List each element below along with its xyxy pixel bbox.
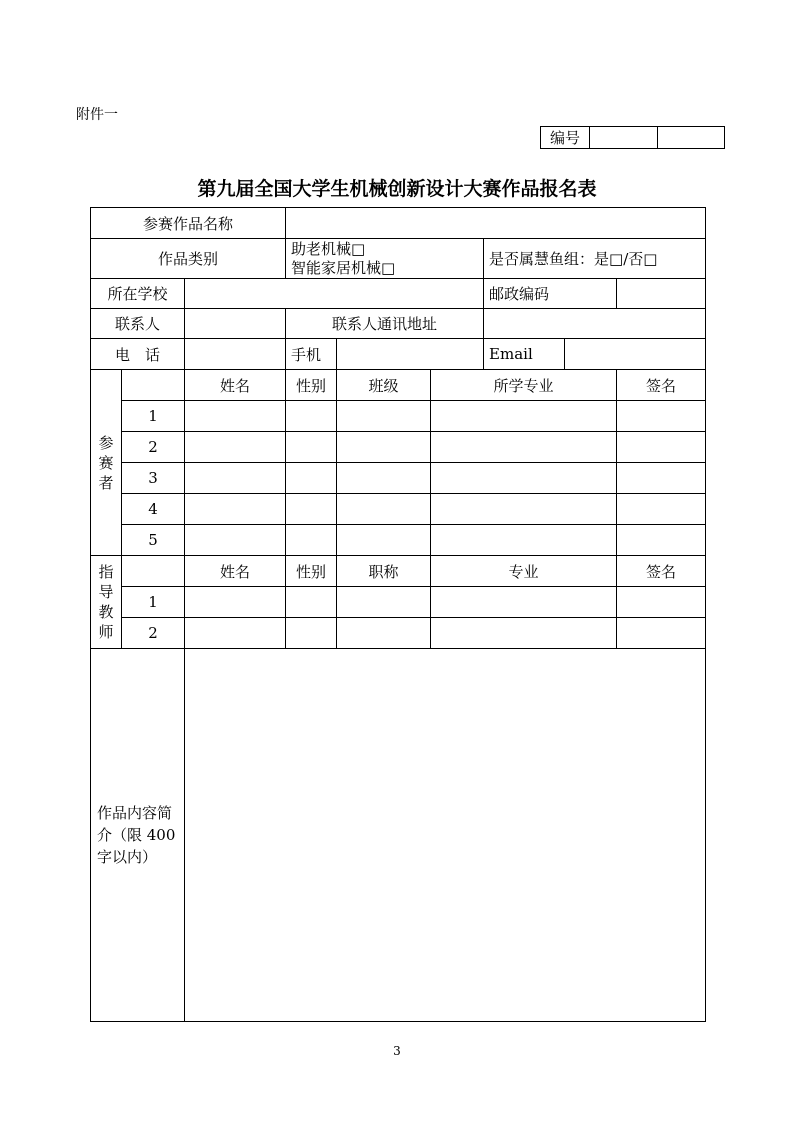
table-row <box>91 432 706 463</box>
participant-class-field[interactable] <box>337 494 431 525</box>
table-row <box>91 494 706 525</box>
contact-address-label: 联系人通讯地址 <box>286 309 484 339</box>
annex-label: 附件一 <box>76 107 118 123</box>
email-field[interactable] <box>565 339 706 370</box>
serial-number-box <box>540 126 725 149</box>
registration-form <box>90 207 706 1022</box>
advisor-name-field[interactable] <box>185 618 286 649</box>
participant-sign-field[interactable] <box>617 401 706 432</box>
school-label: 所在学校 <box>91 279 185 309</box>
table-row <box>91 618 706 649</box>
participants-label-text: 参赛者 <box>98 433 114 492</box>
advisor-row-number: 1 <box>122 587 185 618</box>
participant-col-class: 班级 <box>337 370 431 401</box>
huiyu-group-choice[interactable]: 是否属慧鱼组：是□/否□ <box>484 239 706 279</box>
form-title: 第九届全国大学生机械创新设计大赛作品报名表 <box>197 178 597 200</box>
participant-name-field[interactable] <box>185 401 286 432</box>
advisor-major-field[interactable] <box>431 587 617 618</box>
participant-major-field[interactable] <box>431 432 617 463</box>
participant-class-field[interactable] <box>337 525 431 556</box>
category-option-elderly[interactable]: 助老机械□ <box>291 239 366 258</box>
advisors-section-label <box>91 556 122 649</box>
table-row <box>91 525 706 556</box>
participant-name-field[interactable] <box>185 432 286 463</box>
school-field[interactable] <box>185 279 484 309</box>
advisors-index-header <box>122 556 185 587</box>
table-row <box>91 401 706 432</box>
participant-row-number: 4 <box>122 494 185 525</box>
serial-field-extra[interactable] <box>658 127 725 149</box>
advisor-title-field[interactable] <box>337 587 431 618</box>
mobile-label: 手机 <box>286 339 337 370</box>
advisor-sign-field[interactable] <box>617 587 706 618</box>
advisor-col-name: 姓名 <box>185 556 286 587</box>
participant-row-number: 3 <box>122 463 185 494</box>
participant-name-field[interactable] <box>185 494 286 525</box>
participant-sign-field[interactable] <box>617 463 706 494</box>
advisor-name-field[interactable] <box>185 587 286 618</box>
contact-address-field[interactable] <box>484 309 706 339</box>
category-options[interactable] <box>286 239 484 279</box>
participant-major-field[interactable] <box>431 494 617 525</box>
participant-col-gender: 性别 <box>286 370 337 401</box>
email-label: Email <box>484 339 565 370</box>
serial-label: 编号 <box>541 127 590 149</box>
participant-sign-field[interactable] <box>617 432 706 463</box>
entry-name-field[interactable] <box>286 208 706 239</box>
advisor-col-title: 职称 <box>337 556 431 587</box>
mobile-field[interactable] <box>337 339 484 370</box>
advisor-col-gender: 性别 <box>286 556 337 587</box>
advisor-col-major: 专业 <box>431 556 617 587</box>
category-option-smart-home[interactable]: 智能家居机械□ <box>291 258 396 277</box>
advisor-sign-field[interactable] <box>617 618 706 649</box>
phone-field[interactable] <box>185 339 286 370</box>
phone-label: 电 话 <box>91 339 185 370</box>
participant-sign-field[interactable] <box>617 525 706 556</box>
participant-gender-field[interactable] <box>286 401 337 432</box>
participant-major-field[interactable] <box>431 401 617 432</box>
participant-major-field[interactable] <box>431 463 617 494</box>
intro-field[interactable] <box>185 649 706 1022</box>
participant-col-sign: 签名 <box>617 370 706 401</box>
participant-row-number: 2 <box>122 432 185 463</box>
postcode-label: 邮政编码 <box>484 279 617 309</box>
participant-name-field[interactable] <box>185 463 286 494</box>
participant-class-field[interactable] <box>337 463 431 494</box>
participant-row-number: 1 <box>122 401 185 432</box>
participant-gender-field[interactable] <box>286 494 337 525</box>
participant-class-field[interactable] <box>337 401 431 432</box>
participant-gender-field[interactable] <box>286 463 337 494</box>
participant-class-field[interactable] <box>337 432 431 463</box>
intro-label <box>91 649 185 1022</box>
entry-name-label: 参赛作品名称 <box>91 208 286 239</box>
advisor-title-field[interactable] <box>337 618 431 649</box>
advisor-gender-field[interactable] <box>286 618 337 649</box>
contact-label: 联系人 <box>91 309 185 339</box>
participants-section-label <box>91 370 122 556</box>
participant-row-number: 5 <box>122 525 185 556</box>
serial-field[interactable] <box>590 127 658 149</box>
contact-field[interactable] <box>185 309 286 339</box>
table-row <box>91 587 706 618</box>
participant-sign-field[interactable] <box>617 494 706 525</box>
table-row <box>91 463 706 494</box>
participant-col-name: 姓名 <box>185 370 286 401</box>
advisor-major-field[interactable] <box>431 618 617 649</box>
advisor-col-sign: 签名 <box>617 556 706 587</box>
participant-name-field[interactable] <box>185 525 286 556</box>
participant-gender-field[interactable] <box>286 525 337 556</box>
participant-gender-field[interactable] <box>286 432 337 463</box>
participant-col-major: 所学专业 <box>431 370 617 401</box>
postcode-field[interactable] <box>617 279 706 309</box>
participant-major-field[interactable] <box>431 525 617 556</box>
advisors-label-text: 指导教师 <box>98 563 114 641</box>
category-label: 作品类别 <box>91 239 286 279</box>
advisor-gender-field[interactable] <box>286 587 337 618</box>
advisor-row-number: 2 <box>122 618 185 649</box>
page-number: 3 <box>393 1044 401 1058</box>
participants-index-header <box>122 370 185 401</box>
intro-label-text: 作品内容简介（限 400字以内） <box>97 804 176 866</box>
